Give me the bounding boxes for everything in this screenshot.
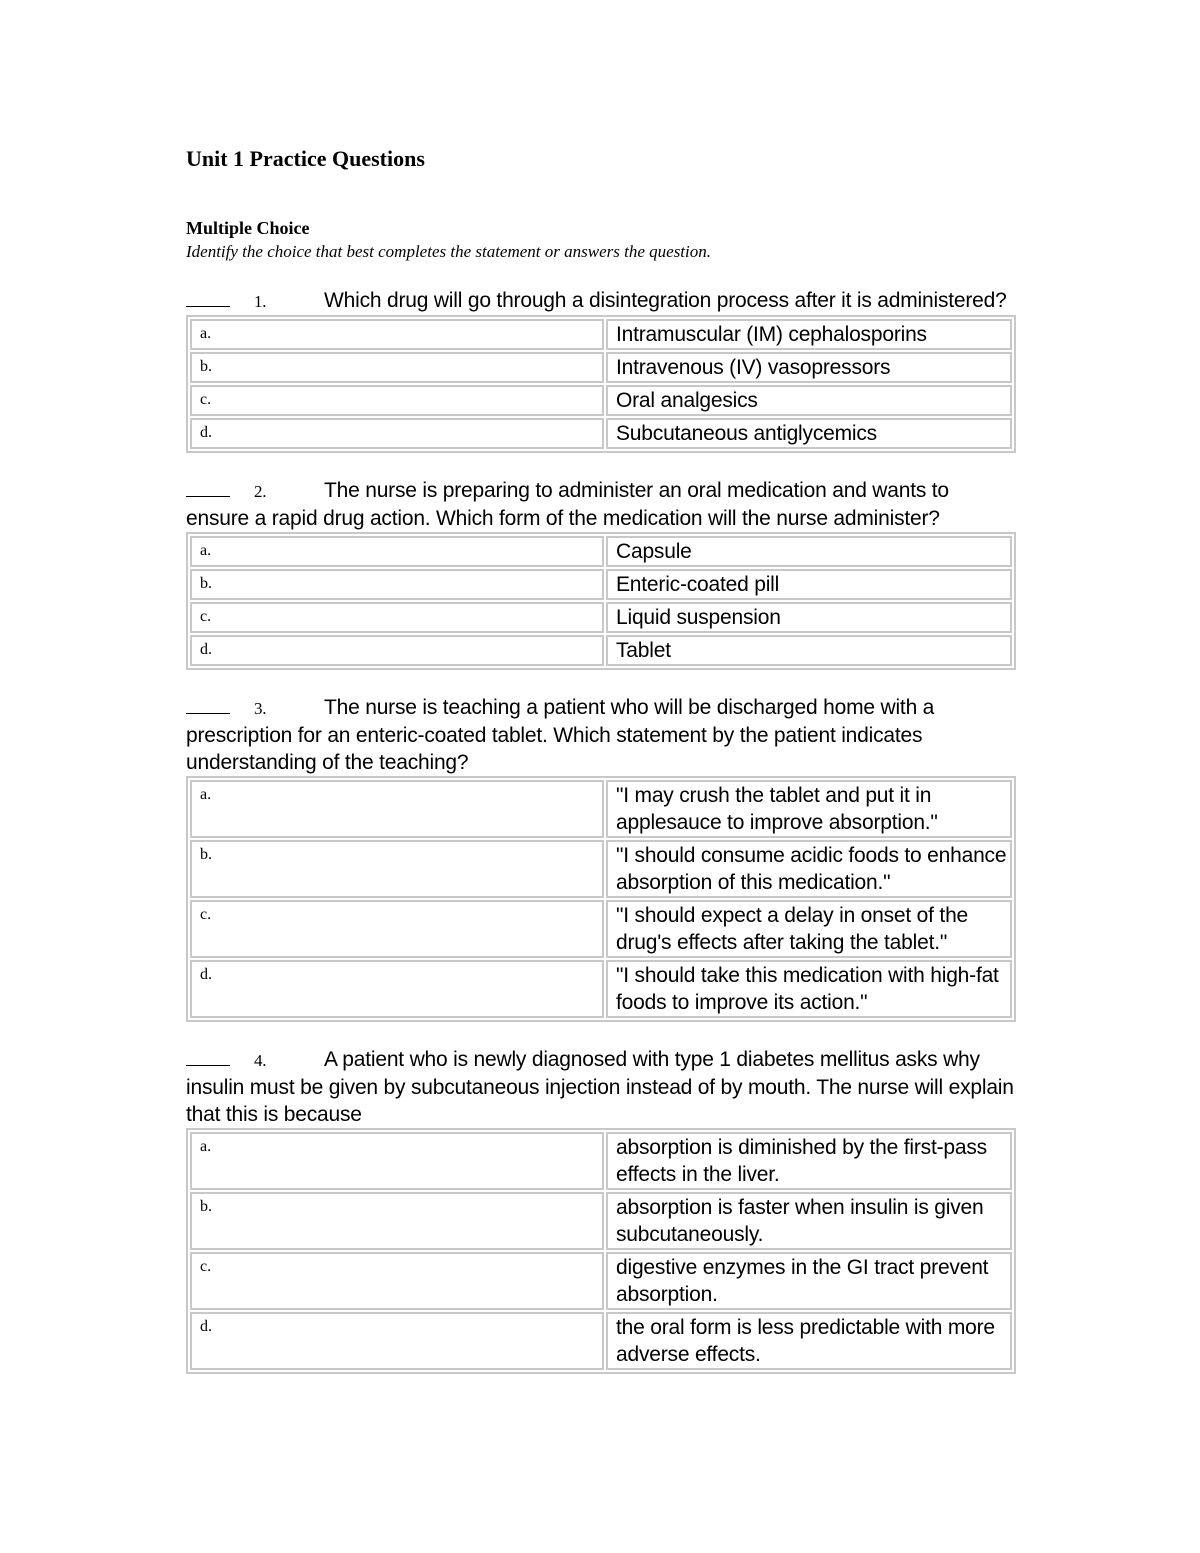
question-stem <box>186 287 1016 315</box>
question-2 <box>186 477 1016 670</box>
question-1 <box>186 287 1016 453</box>
question-stem <box>186 477 1016 532</box>
question-stem <box>186 694 1016 776</box>
choice-text: "I should take this medication with high-fat foods to improve its action." <box>606 960 1012 1018</box>
question-text: Which drug will go through a disintegration process after it is administered? <box>324 289 1007 312</box>
choice-letter: a. <box>190 319 604 350</box>
choice-text: "I should consume acidic foods to enhance absorption of this medication." <box>606 840 1012 898</box>
choice-text: Capsule <box>606 536 1012 567</box>
choice-row <box>190 385 1012 416</box>
choice-text: Liquid suspension <box>606 602 1012 633</box>
question-text: The nurse is preparing to administer an oral medication and wants to ensure a rapid drug action. Which form of the medication will the nurse administer? <box>186 479 949 530</box>
choice-letter: b. <box>190 569 604 600</box>
choice-row <box>190 536 1012 567</box>
question-number: 1. <box>254 292 267 311</box>
choice-letter: d. <box>190 960 604 1018</box>
choice-text: "I should expect a delay in onset of the drug's effects after taking the tablet." <box>606 900 1012 958</box>
choice-row <box>190 635 1012 666</box>
choice-row <box>190 1192 1012 1250</box>
choice-text: Tablet <box>606 635 1012 666</box>
question-text: The nurse is teaching a patient who will be discharged home with a prescription for an enteric-coated tablet. Which statement by the patient indicates understanding of the teaching? <box>186 696 935 774</box>
choice-letter: b. <box>190 1192 604 1250</box>
choice-letter: b. <box>190 840 604 898</box>
choice-text: the oral form is less predictable with more adverse effects. <box>606 1312 1012 1370</box>
choice-text: Enteric-coated pill <box>606 569 1012 600</box>
choice-text: Subcutaneous antiglycemics <box>606 418 1012 449</box>
choice-letter: a. <box>190 536 604 567</box>
question-3 <box>186 694 1016 1022</box>
choice-row <box>190 1252 1012 1310</box>
answer-blank[interactable] <box>186 480 230 497</box>
question-4 <box>186 1046 1016 1374</box>
question-number: 2. <box>254 482 267 501</box>
choice-row <box>190 602 1012 633</box>
choice-letter: d. <box>190 418 604 449</box>
choice-row <box>190 1132 1012 1190</box>
answer-blank[interactable] <box>186 290 230 307</box>
choice-text: digestive enzymes in the GI tract prevent absorption. <box>606 1252 1012 1310</box>
choice-row <box>190 319 1012 350</box>
choice-row <box>190 840 1012 898</box>
document-page <box>186 146 1016 1374</box>
answer-blank[interactable] <box>186 697 230 714</box>
choice-letter: c. <box>190 1252 604 1310</box>
choice-text: Intramuscular (IM) cephalosporins <box>606 319 1012 350</box>
choice-row <box>190 352 1012 383</box>
choice-row <box>190 780 1012 838</box>
page-title: Unit 1 Practice Questions <box>186 146 425 171</box>
choices-table <box>186 532 1016 670</box>
choice-letter: c. <box>190 385 604 416</box>
choice-text: "I may crush the tablet and put it in applesauce to improve absorption." <box>606 780 1012 838</box>
choice-row <box>190 900 1012 958</box>
question-number: 4. <box>254 1051 267 1070</box>
question-text: A patient who is newly diagnosed with type 1 diabetes mellitus asks why insulin must be given by subcutaneous injection instead of by mouth. The nurse will explain that this is because <box>186 1048 1014 1126</box>
question-stem <box>186 1046 1016 1128</box>
choice-letter: c. <box>190 900 604 958</box>
choices-table <box>186 1128 1016 1374</box>
choices-table <box>186 315 1016 453</box>
section-instructions: Identify the choice that best completes the statement or answers the question. <box>186 242 711 261</box>
choices-table <box>186 776 1016 1022</box>
choice-row <box>190 960 1012 1018</box>
choice-letter: d. <box>190 635 604 666</box>
choice-row <box>190 418 1012 449</box>
section-heading: Multiple Choice <box>186 218 310 238</box>
choice-text: absorption is faster when insulin is given subcutaneously. <box>606 1192 1012 1250</box>
choice-row <box>190 569 1012 600</box>
choice-text: Oral analgesics <box>606 385 1012 416</box>
answer-blank[interactable] <box>186 1049 230 1066</box>
choice-letter: a. <box>190 780 604 838</box>
choice-letter: c. <box>190 602 604 633</box>
question-number: 3. <box>254 699 267 718</box>
choice-letter: b. <box>190 352 604 383</box>
choice-text: absorption is diminished by the first-pass effects in the liver. <box>606 1132 1012 1190</box>
choice-letter: d. <box>190 1312 604 1370</box>
choice-text: Intravenous (IV) vasopressors <box>606 352 1012 383</box>
choice-letter: a. <box>190 1132 604 1190</box>
choice-row <box>190 1312 1012 1370</box>
